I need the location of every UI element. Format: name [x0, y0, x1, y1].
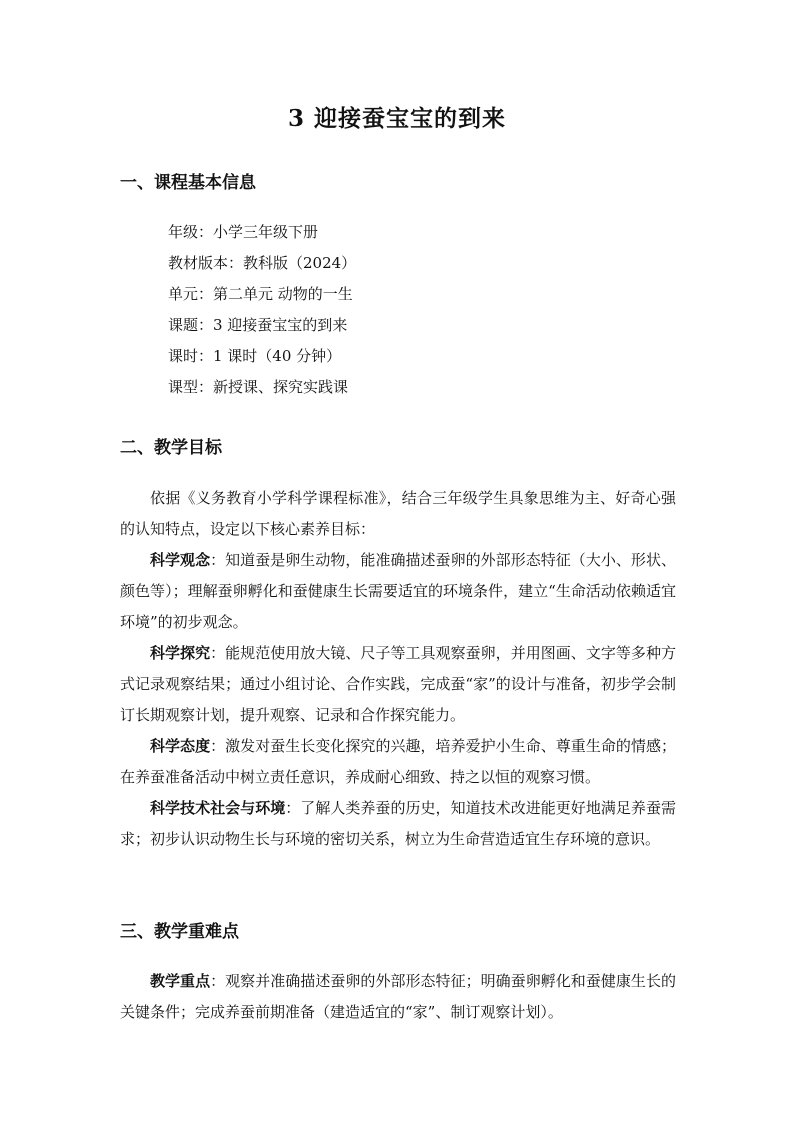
goal-text: ：了解人类养蚕的历史，知道技术改进能更好地满足养蚕需求；初步认识动物生长与环境的密切关系，树立为生命营造适宜生存环境的意识。	[120, 799, 676, 848]
goal-scientific-concept	[120, 545, 676, 638]
info-topic: 课题：3 迎接蚕宝宝的到来	[168, 316, 348, 334]
teaching-key-points	[120, 966, 676, 1028]
goal-label: 科学态度	[150, 737, 211, 755]
goal-text: ：激发对蚕生长变化探究的兴趣，培养爱护小生命、尊重生命的情感；在养蚕准备活动中树立责任意识，养成耐心细致、持之以恒的观察习惯。	[120, 737, 676, 786]
goal-label: 科学技术社会与环境	[150, 799, 286, 817]
info-grade: 年级：小学三年级下册	[168, 223, 319, 241]
lesson-title: 3 迎接蚕宝宝的到来	[287, 105, 506, 132]
info-textbook-edition: 教材版本：教科版（2024）	[168, 254, 357, 272]
info-class-hours: 课时：1 课时（40 分钟）	[168, 347, 342, 365]
goal-text: ：知道蚕是卵生动物，能准确描述蚕卵的外部形态特征（大小、形状、颜色等）；理解蚕卵孵化和蚕健康生长需要适宜的环境条件，建立“生命活动依赖适宜环境”的初步观念。	[120, 551, 676, 631]
goal-text: ：能规范使用放大镜、尺子等工具观察蚕卵，并用图画、文字等多种方式记录观察结果；通过小组讨论、合作实践，完成蚕“家”的设计与准备，初步学会制订长期观察计划，提升观察、记录和合作探究能力。	[120, 644, 676, 724]
info-lesson-type: 课型：新授课、探究实践课	[168, 378, 349, 396]
goal-scientific-inquiry	[120, 638, 676, 731]
goal-label: 科学探究	[150, 644, 211, 662]
objectives-intro: 依据《义务教育小学科学课程标准》，结合三年级学生具象思维为主、好奇心强的认知特点，设定以下核心素养目标：	[120, 489, 676, 538]
goal-sts-environment	[120, 793, 676, 855]
goal-label: 科学观念	[150, 551, 211, 569]
section-heading-basic-info: 一、课程基本信息	[120, 173, 256, 193]
goal-scientific-attitude	[120, 731, 676, 793]
info-unit: 单元：第二单元 动物的一生	[168, 285, 353, 303]
key-points-text: ：观察并准确描述蚕卵的外部形态特征；明确蚕卵孵化和蚕健康生长的关键条件；完成养蚕前期准备（建造适宜的“家”、制订观察计划）。	[120, 972, 676, 1021]
section-heading-key-difficult-points: 三、教学重难点	[120, 922, 239, 942]
key-points-label: 教学重点	[150, 972, 211, 990]
section-heading-objectives: 二、教学目标	[120, 438, 222, 458]
